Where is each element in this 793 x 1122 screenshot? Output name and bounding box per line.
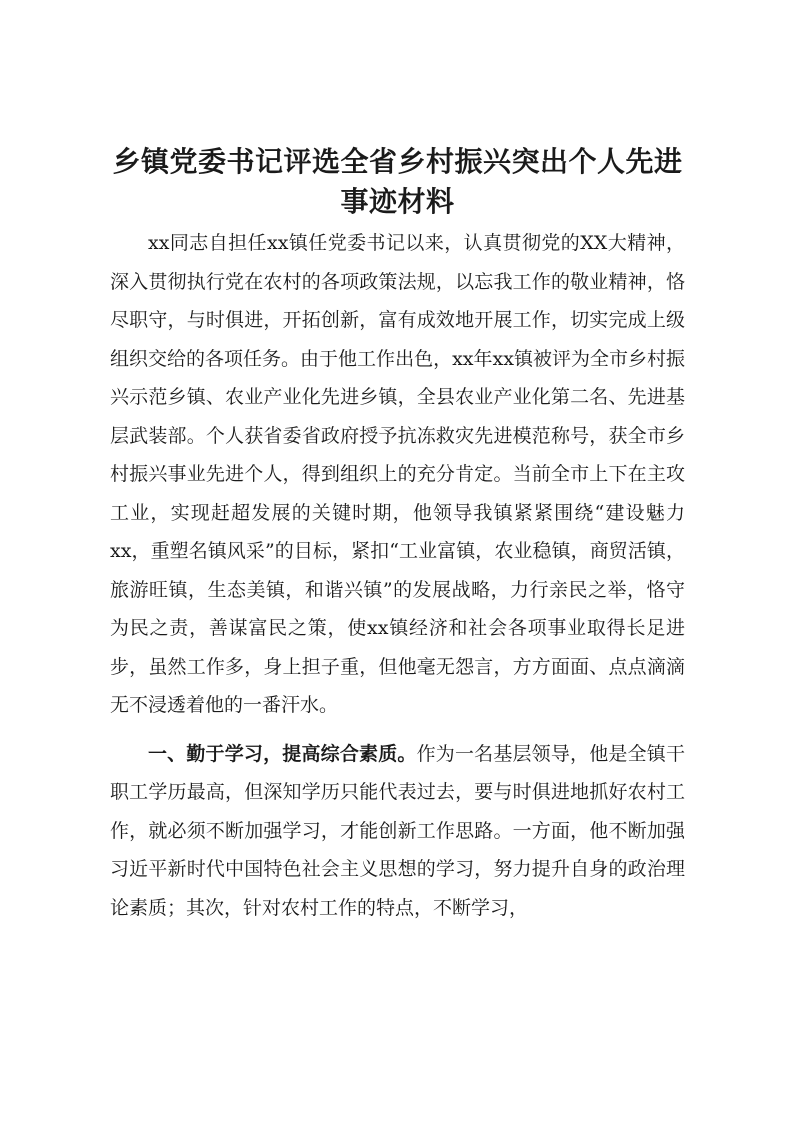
section-heading-1: 一、勤于学习，提高综合素质。 bbox=[148, 742, 417, 765]
paragraph-1-text: xx同志自担任xx镇任党委书记以来，认真贯彻党的XX大精神，深入贯彻执行党在农村的各项政策法规，以忘我工作的敬业精神，恪尽职守，与时俱进，开拓创新，富有成效地开展工作，切实完成上级组织交给的各项任务。由于他工作出色，xx年xx镇被评为全市乡村振兴示范乡镇、农业产业化先进乡镇，全县农业产业化第二名、先进基层武装部。个人获省委省政府授予抗冻救灾先进模范称号，获全市乡村振兴事业先进个人，得到组织上的充分肯定。当前全市上下在主攻工业，实现赶超发展的关键时期，他领导我镇紧紧围绕“建设魅力xx，重塑名镇风采”的目标，紧扣“工业富镇，农业稳镇，商贸活镇，旅游旺镇，生态美镇，和谐兴镇”的发展战略，力行亲民之举，恪守为民之责，善谋富民之策，使xx镇经济和社会各项事业取得长足进步，虽然工作多，身上担子重，但他毫无怨言，方方面面、点点滴滴无不浸透着他的一番汗水。 bbox=[110, 232, 685, 716]
document-title: 乡镇党委书记评选全省乡村振兴突出个人先进事迹材料 bbox=[112, 145, 683, 218]
body-paragraph-2 bbox=[110, 735, 685, 928]
body-paragraph-1 bbox=[110, 224, 685, 725]
paragraph-2-text: 作为一名基层领导，他是全镇干职工学历最高，但深知学历只能代表过去，要与时俱进地抓好农村工作，就必须不断加强学习，才能创新工作思路。一方面，他不断加强习近平新时代中国特色社会主义思想的学习，努力提升自身的政治理论素质；其次，针对农村工作的特点，不断学习， bbox=[110, 742, 685, 919]
document-page bbox=[110, 142, 685, 927]
